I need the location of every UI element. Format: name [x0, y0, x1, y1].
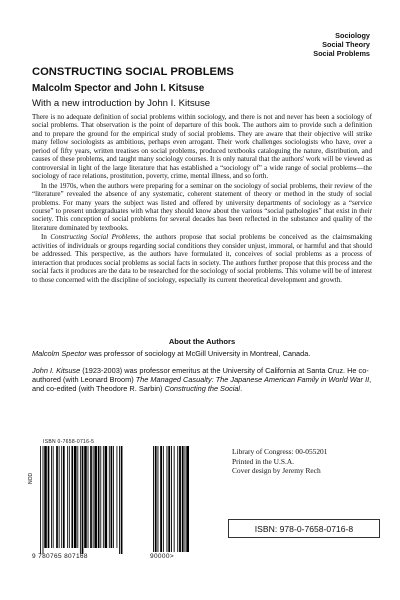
barcode-icon: [38, 446, 193, 554]
barcode-bar: [71, 446, 73, 548]
barcode-bar: [177, 446, 178, 552]
barcode-bar: [63, 446, 65, 548]
new-introduction-credit: With a new introduction by John I. Kitsuse: [32, 98, 211, 109]
description-paragraph: [32, 233, 372, 284]
barcode-bar: [117, 446, 118, 548]
barcode-bar: [105, 446, 108, 548]
book-description: [32, 113, 372, 284]
barcode-bar: [44, 446, 47, 548]
barcode-bar: [77, 446, 78, 548]
barcode-bar: [171, 446, 172, 552]
barcode-bar: [51, 446, 52, 548]
category-label: Sociology: [335, 31, 370, 40]
text-run: In the 1970s, when the authors were preparing for a seminar on the sociology of social problems, their review of the “literature” revealed the absence of any systematic, coherent statement of theory or method in the study of social problems. For many years the subject was listed and offered by university departments of sociology as a “service course” to present undergraduates with what they should know about the various “social pathologies” that exist in their society. This conception of social problems for several decades has been reflected in the substance and quality of the literature dominated by textbooks.: [32, 181, 372, 232]
barcode-bar: [40, 446, 41, 554]
barcode-bar: [121, 446, 123, 554]
book-title: CONSTRUCTING SOCIAL PROBLEMS: [32, 66, 234, 78]
category-label: Social Theory: [322, 40, 370, 50]
barcode-bar: [179, 446, 181, 552]
barcode-bar: [109, 446, 110, 548]
barcode-isbn-label: ISBN 0-7658-0716-5: [43, 439, 95, 445]
author-bio: [32, 350, 372, 359]
barcode-bar: [155, 446, 157, 552]
text-run: .: [240, 383, 243, 393]
italic-text: Constructing Social Problems: [50, 233, 139, 242]
text-run: (1923-2003) was professor emeritus at the University of California at Santa Cruz. He co-authored (with Leonard Broom): [32, 365, 369, 384]
italic-text: Constructing the Social: [164, 383, 241, 393]
description-paragraph: [32, 182, 372, 233]
barcode-bar: [48, 446, 50, 548]
barcode-digits: [32, 553, 190, 560]
info-line: Cover design by Jeremy Rech: [232, 466, 321, 476]
author-bios: [32, 350, 372, 402]
barcode-bar: [67, 446, 68, 548]
barcode-bar: [69, 446, 70, 548]
barcode-bar: [186, 446, 189, 552]
isbn-box: ISBN: 978-0-7658-0716-8: [228, 519, 380, 538]
subject-categories: [313, 31, 370, 58]
category-label: Social Problems: [313, 49, 370, 59]
barcode-bar: [182, 446, 184, 552]
barcode-bar: [74, 446, 77, 548]
barcode-bar: [80, 446, 81, 554]
text-run: was professor of sociology at McGill University in Montreal, Canada.: [86, 349, 311, 358]
info-line: Printed in the U.S.A.: [232, 456, 294, 466]
barcode-bar: [153, 446, 154, 552]
barcode-bar: [113, 446, 114, 548]
addon-digits: 90000>: [150, 553, 174, 560]
barcode-bar: [88, 446, 89, 548]
barcode-bar: [94, 446, 97, 548]
book-authors: Malcolm Spector and John I. Kitsuse: [32, 83, 205, 94]
barcode-bar: [90, 446, 92, 548]
ean-digits: 9 780765 807168: [32, 553, 88, 560]
barcode-bar: [160, 446, 162, 552]
description-paragraph: [32, 113, 372, 181]
text-run: In: [41, 233, 51, 242]
author-bio: [32, 367, 372, 394]
info-line: Library of Congress: 00-055201: [232, 447, 328, 456]
barcode-side-code: NOD: [28, 472, 34, 484]
barcode-bar: [61, 446, 62, 548]
barcode-bar: [43, 446, 44, 554]
barcode-bar: [167, 446, 168, 552]
barcode-block: [28, 439, 193, 567]
barcode-bar: [185, 446, 186, 552]
barcode-bar: [93, 446, 94, 548]
barcode-bar: [119, 446, 120, 554]
barcode-bar: [82, 446, 84, 554]
text-run: , the authors propose that social problems be conceived as the claimsmaking activities of individuals or groups regarding social conditions they consider unjust, immoral, or harmful and that should be addressed. This perspective, as the authors have formulated it, conceives of social problems as a process of interaction that produces social problems as social facts in society. The authors further propose that this process and the social facts it produces are the data to be researched for the sociology of social problems. This volume will be of interest to those concerned with the discipline of sociology, especially its current theoretical development and growth.: [32, 233, 372, 284]
barcode-bar: [111, 446, 113, 548]
barcode-bar: [98, 446, 100, 548]
text-run: , and co-edited (with Theodore R. Sarbin): [32, 374, 372, 393]
barcode-bar: [158, 446, 159, 552]
barcode-bar: [84, 446, 87, 548]
barcode-bar: [174, 446, 175, 552]
barcode-bar: [168, 446, 170, 552]
barcode-bar: [100, 446, 101, 548]
italic-text: John I. Kitsuse: [32, 365, 81, 375]
italic-text: The Managed Casualty: The Japanese American Family in World War II: [135, 374, 370, 384]
about-authors-heading: About the Authors: [168, 337, 236, 346]
italic-text: Malcolm Spector: [32, 349, 87, 358]
text-run: There is no adequate definition of social problems within sociology, and there is not and never has been a sociology of social problems. That observation is the point of departure of this book. The authors aim to provide such a definition and to prepare the ground for the empirical study of social problems. They are aware that their objective will strike many fellow sociologists as ambitious, perhaps even arrogant. Their work challenges sociologists who have, over a period of fifty years, written treatises on social problems, produced textbooks cataloguing the nature, distribution, and causes of these problems, and taught many sociology courses. It is only natural that the authors' work will be viewed as controversial in light of the large literature that has established a “sociology of” a wide range of social problems—the sociology of race relations, prostitution, poverty, crime, mental illness, and so forth.: [32, 113, 372, 181]
barcode-bar: [59, 446, 60, 548]
barcode-bar: [163, 446, 164, 552]
barcode-bar: [103, 446, 104, 548]
barcode-bar: [53, 446, 54, 548]
publication-info: [232, 447, 327, 476]
barcode-bar: [56, 446, 58, 548]
